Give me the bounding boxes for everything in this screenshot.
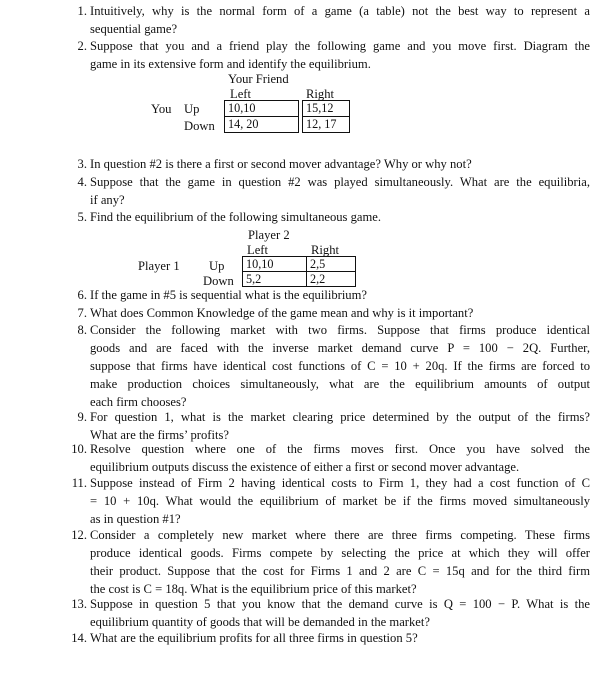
question-text-line: sequential game? [90,22,178,36]
row-player-label: Player 1 [138,259,180,273]
question-text-line: In question #2 is there a first or second mover advantage? Why or why not? [90,157,472,171]
question-text-line: goods and are faced with the inverse market demand curve P = 100 − 2Q. Further, [90,341,590,355]
question-text-line: suppose that firms have identical cost functions of C = 10 + 20q. If the firms are forced to [90,359,590,373]
question-text-line: Consider the following market with two firms. Suppose that firms produce identical [90,323,590,337]
question-13 [71,595,590,631]
question-11 [71,474,590,528]
row-label-up: Up [184,102,200,116]
question-5 [77,208,590,226]
payoff-cell: 10,10 [242,256,307,272]
row-label-down: Down [184,119,215,133]
question-number: 7. [77,306,87,320]
payoff-cell: 12, 17 [302,116,350,133]
question-3 [77,155,590,173]
question-number: 6. [77,288,87,302]
question-text-line: If the game in #5 is sequential what is the equilibrium? [90,288,367,302]
question-number: 5. [77,210,87,224]
question-number: 10. [71,442,87,456]
question-number: 9. [77,410,87,424]
question-number: 11. [71,476,87,490]
question-text-line: What are the firms’ profits? [90,428,229,442]
question-2 [77,37,590,73]
question-number: 3. [77,157,87,171]
question-14 [71,629,590,647]
question-text-line: Resolve question where one of the firms moves first. Once you have solved the [90,442,590,456]
row-label-up: Up [209,259,225,273]
question-4 [77,173,590,209]
payoff-cell: 2,2 [306,271,356,287]
row-label-down: Down [203,274,234,288]
question-1 [77,2,590,38]
question-text-line: Suppose that the game in question #2 was played simultaneously. What are the equilibria, [90,175,590,189]
question-text-line: their product. Suppose that the cost for Firms 1 and 2 are C = 15q and for the third firm [90,564,590,578]
question-number: 4. [77,175,87,189]
question-number: 8. [77,323,87,337]
payoff-cell: 15,12 [302,100,350,117]
question-number: 2. [77,39,87,53]
question-text-line: make production choices simultaneously, what are the equilibrium amounts of output [90,377,590,391]
question-text-line: = 10 + 10q. What would the equilibrium of market be if the firms moved simultaneously [90,494,590,508]
payoff-cell: 5,2 [242,271,307,287]
column-header-left: Left [230,87,251,101]
column-player-label: Your Friend [228,72,289,86]
question-6 [77,286,590,304]
column-header-left: Left [247,243,268,257]
question-text-line: Suppose that you and a friend play the following game and you move first. Diagram the [90,39,590,53]
question-number: 12. [71,528,87,542]
question-text-line: equilibrium outputs discuss the existence of either a first or second mover advantage. [90,460,520,474]
question-number: 13. [71,597,87,611]
payoff-cell: 14, 20 [224,116,299,133]
column-header-right: Right [311,243,339,257]
question-text-line: Find the equilibrium of the following simultaneous game. [90,210,382,224]
question-number: 1. [77,4,87,18]
question-text-line: as in question #1? [90,512,181,526]
question-8 [77,321,590,411]
question-text-line: For question 1, what is the market clearing price determined by the output of the firms? [90,410,590,424]
question-text-line: equilibrium quantity of goods that will be demanded in the market? [90,615,430,629]
question-text-line: the cost is C = 18q. What is the equilibrium price of this market? [90,582,417,596]
question-text-line: Consider a completely new market where there are three firms competing. These firms [90,528,590,542]
payoff-cell: 2,5 [306,256,356,272]
question-text-line: produce identical goods. Firms compete by selecting the price at which they will offer [90,546,590,560]
question-text-line: game in its extensive form and identify the equilibrium. [90,57,371,71]
question-text-line: What are the equilibrium profits for all three firms in question 5? [90,631,418,645]
row-player-label: You [151,102,172,116]
question-text-line: What does Common Knowledge of the game mean and why is it important? [90,306,474,320]
column-header-right: Right [306,87,334,101]
question-7 [77,304,590,322]
question-10 [71,440,590,476]
question-text-line: Intuitively, why is the normal form of a game (a table) not the best way to represent a [90,4,590,18]
question-text-line: Suppose in question 5 that you know that the demand curve is Q = 100 − P. What is the [90,597,590,611]
question-12 [71,526,590,598]
question-text-line: each firm chooses? [90,395,187,409]
payoff-cell: 10,10 [224,100,299,117]
question-text-line: if any? [90,193,125,207]
question-9 [77,408,590,444]
question-text-line: Suppose instead of Firm 2 having identical costs to Firm 1, they had a cost function of C [90,476,590,490]
column-player-label: Player 2 [248,228,290,242]
question-number: 14. [71,631,87,645]
